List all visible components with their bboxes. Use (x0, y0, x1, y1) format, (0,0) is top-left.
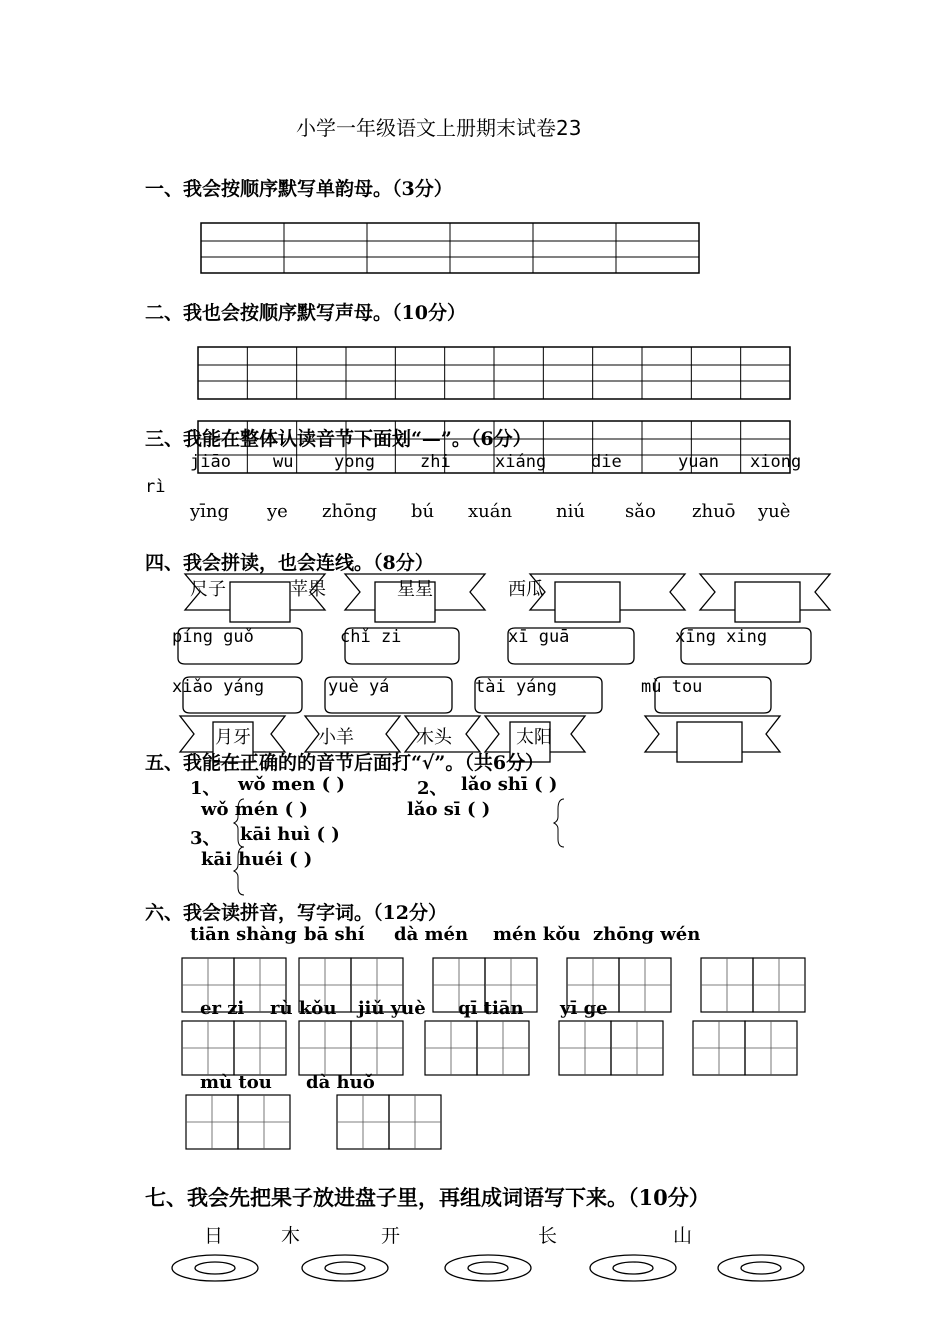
s3-syllable[interactable]: niú (556, 501, 585, 522)
pinyin-word[interactable]: xīng xing (675, 627, 768, 647)
section-6-heading: 六、我会读拼音，写字词。（12分） (145, 902, 447, 924)
q2-option-b[interactable]: lǎo sī ( ) (407, 799, 491, 820)
s6-pinyin: jiǔ yuè (358, 998, 426, 1019)
writing-grid[interactable] (558, 1020, 664, 1076)
pinyin-word[interactable]: tài yáng (475, 677, 557, 697)
section-5-heading: 五、我能在正确的的音节后面打“√”。（共6分） (145, 752, 545, 774)
top-word[interactable]: 星星 (397, 579, 433, 600)
bottom-word[interactable]: 木头 (416, 727, 452, 748)
section-4-heading: 四、我会拼读，也会连线。（8分） (145, 552, 434, 574)
q3-number: 3、 (190, 828, 221, 849)
s3-syllable[interactable]: xiáng (495, 452, 547, 472)
plate-icon (718, 1255, 804, 1281)
s6-pinyin: zhōng wén (593, 924, 701, 945)
plate-icon (445, 1255, 531, 1281)
pinyin-word[interactable]: xī guā (508, 627, 570, 647)
pinyin-word[interactable]: xiǎo yáng (172, 677, 265, 697)
q3-option-b[interactable]: kāi huéi ( ) (201, 849, 313, 870)
s3-syllable[interactable]: yuan (678, 452, 719, 472)
q1-option-b[interactable]: wǒ mén ( ) (201, 799, 308, 820)
writing-grid[interactable] (298, 957, 404, 1013)
plate-icon (590, 1255, 676, 1281)
section-7-heading: 七、我会先把果子放进盘子里，再组成词语写下来。（10分） (145, 1185, 710, 1210)
bottom-word[interactable]: 月牙 (215, 727, 251, 748)
q1-number: 1、 (190, 778, 221, 799)
writing-grid[interactable] (336, 1094, 442, 1150)
s3-syllable[interactable]: yīng (190, 501, 230, 522)
pinyin-word[interactable]: chǐ zi (340, 627, 402, 647)
s3-syllable[interactable]: bú (411, 501, 435, 522)
s6-pinyin: mén kǒu (493, 924, 581, 945)
top-word[interactable]: 尺子 (190, 579, 226, 600)
s6-pinyin: tiān shàng (190, 924, 297, 945)
s3-syllable[interactable]: zhi (420, 452, 451, 472)
s6-pinyin: dà huǒ (306, 1072, 375, 1093)
fruit-char[interactable]: 开 (381, 1225, 401, 1247)
writing-grid[interactable] (298, 1020, 404, 1076)
brace-lines (230, 795, 570, 900)
s6-pinyin: bā shí (304, 924, 365, 945)
writing-grid[interactable] (181, 957, 287, 1013)
writing-grid[interactable] (692, 1020, 798, 1076)
writing-grid[interactable] (424, 1020, 530, 1076)
writing-grid[interactable] (185, 1094, 291, 1150)
section-3-heading: 三、我能在整体认读音节下面划“—”。（6分） (145, 428, 532, 450)
s3-syllable[interactable]: xuán (468, 501, 513, 522)
plates (168, 1252, 813, 1286)
section-1-heading: 一、我会按顺序默写单韵母。（3分） (145, 178, 453, 200)
s3-syllable[interactable]: yong (334, 452, 375, 472)
s6-pinyin: qī tiān (458, 998, 524, 1019)
s6-pinyin: mù tou (200, 1072, 272, 1093)
s3-syllable[interactable]: rì (145, 477, 166, 497)
q2-number: 2、 (417, 778, 448, 799)
fruit-char[interactable]: 长 (538, 1225, 558, 1247)
fruit-char[interactable]: 日 (204, 1225, 224, 1247)
section-2-grid[interactable] (197, 346, 791, 400)
s3-syllable[interactable]: ye (267, 501, 288, 522)
s6-pinyin: yī ge (560, 998, 608, 1019)
writing-grid[interactable] (181, 1020, 287, 1076)
section-2-heading: 二、我也会按顺序默写声母。（10分） (145, 302, 466, 324)
writing-grid[interactable] (432, 957, 538, 1013)
fruit-char[interactable]: 山 (673, 1225, 693, 1247)
top-word[interactable]: 西瓜 (508, 579, 544, 600)
bottom-word[interactable]: 小羊 (318, 727, 354, 748)
writing-grid[interactable] (700, 957, 806, 1013)
pinyin-word[interactable]: mù tou (641, 677, 703, 697)
top-word[interactable]: 苹果 (290, 579, 326, 600)
plate-icon (302, 1255, 388, 1281)
pinyin-word[interactable]: yuè yá (328, 677, 390, 697)
q1-option-a[interactable]: wǒ men ( ) (238, 774, 345, 795)
s3-syllable[interactable]: yuè (758, 501, 791, 522)
s3-syllable[interactable]: xiong (750, 452, 802, 472)
pinyin-word[interactable]: píng guǒ (172, 627, 254, 647)
s3-syllable[interactable]: die (591, 452, 622, 472)
q3-option-a[interactable]: kāi huì ( ) (240, 824, 340, 845)
section-1-grid[interactable] (200, 222, 702, 276)
s6-pinyin: er zi (200, 998, 245, 1019)
s3-syllable[interactable]: sǎo (625, 501, 656, 522)
s6-pinyin: rù kǒu (270, 998, 337, 1019)
s3-syllable[interactable]: zhuō (692, 501, 736, 522)
writing-grid[interactable] (566, 957, 672, 1013)
s3-syllable[interactable]: zhōng (322, 501, 378, 522)
page-title: 小学一年级语文上册期末试卷23 (296, 116, 582, 140)
bottom-word[interactable]: 太阳 (516, 727, 552, 748)
plate-icon (172, 1255, 258, 1281)
fruit-char[interactable]: 木 (281, 1225, 301, 1247)
s6-pinyin: dà mén (394, 924, 469, 945)
s3-syllable[interactable]: wu (273, 452, 294, 472)
q2-option-a[interactable]: lǎo shī ( ) (461, 774, 558, 795)
s3-syllable[interactable]: jiāo (190, 452, 231, 472)
